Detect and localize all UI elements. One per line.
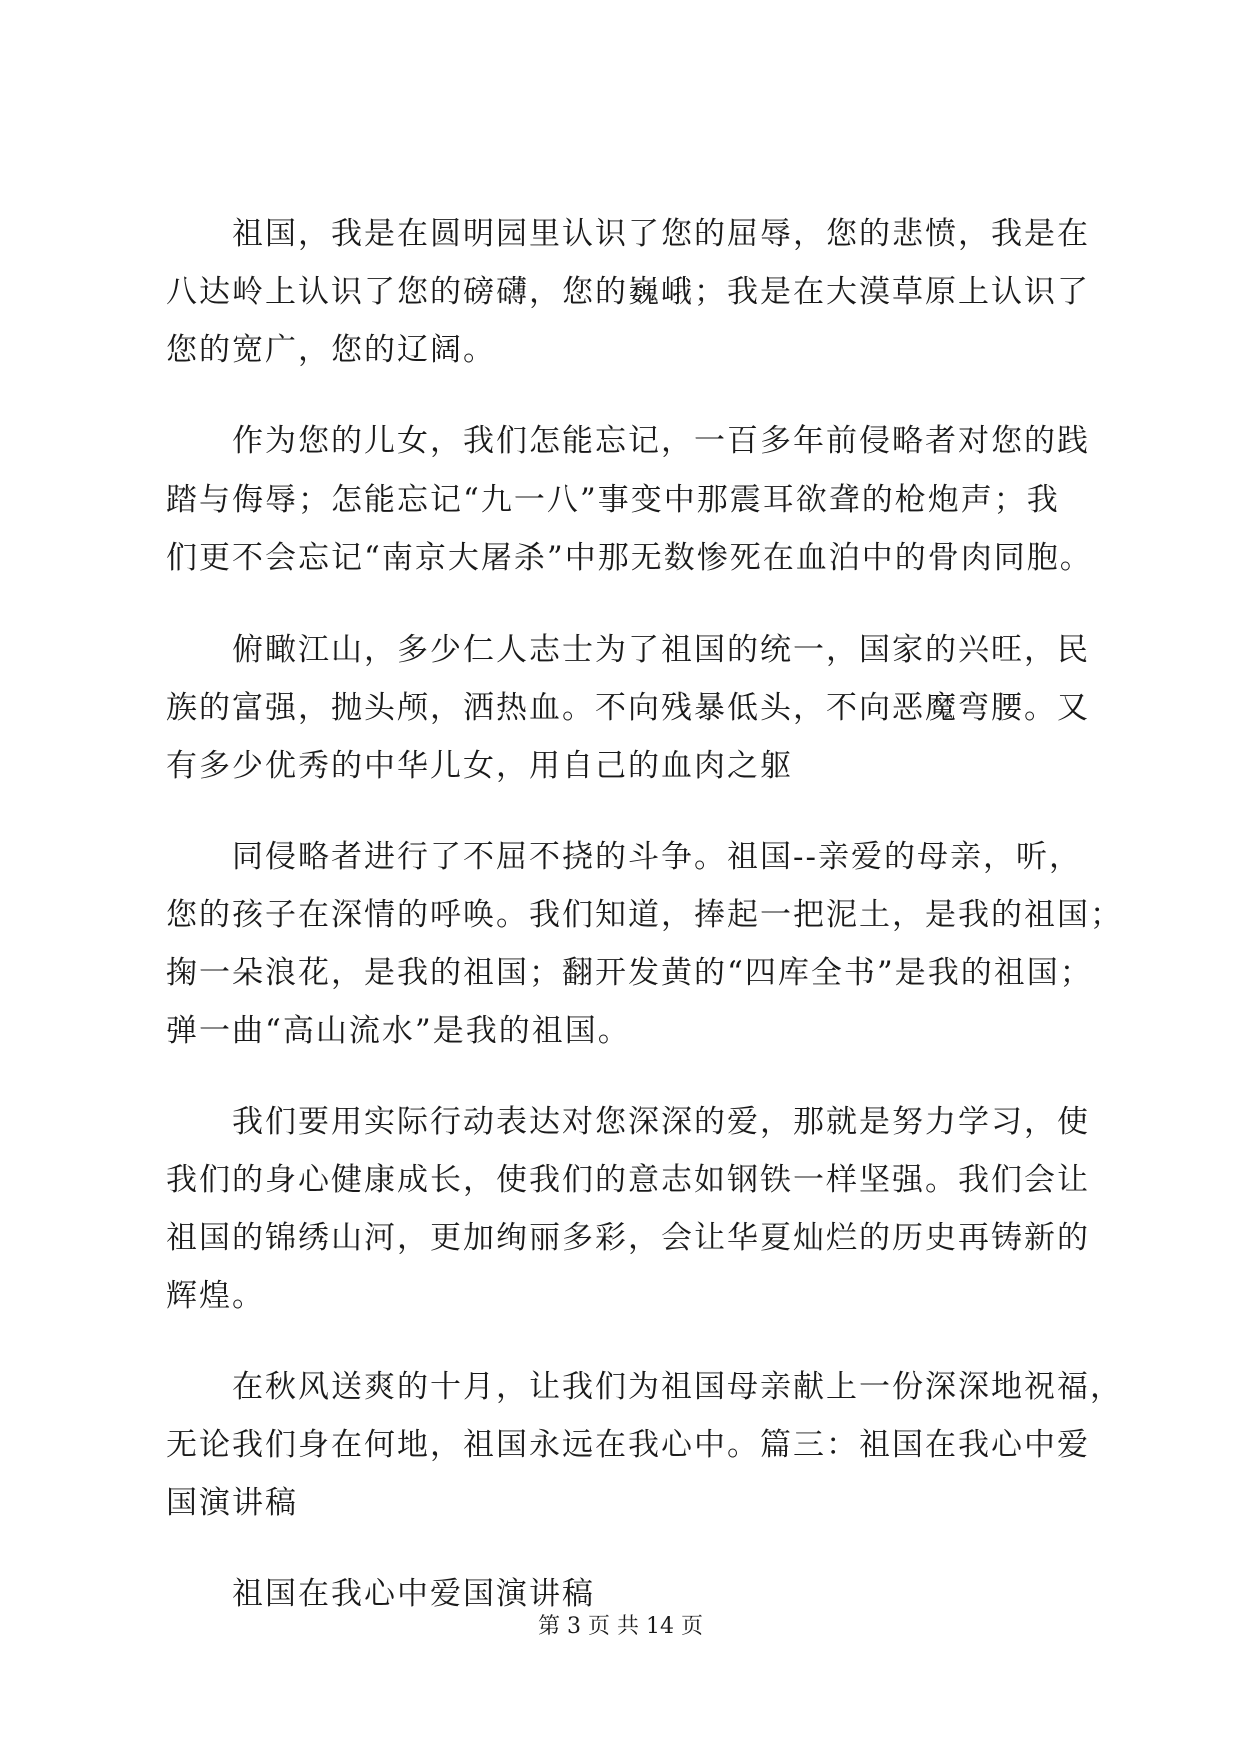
text-line: 祖国，我是在圆明园里认识了您的屈辱，您的悲愤，我是在 xyxy=(166,216,1090,252)
text-line: 作为您的儿女，我们怎能忘记，一百多年前侵略者对您的践 xyxy=(166,423,1090,459)
text-line: 祖国在我心中爱国演讲稿 xyxy=(166,1576,595,1612)
text-line: 您的孩子在深情的呼唤。我们知道，捧起一把泥土，是我的祖国； xyxy=(166,897,1123,933)
text-line: 在秋风送爽的十月，让我们为祖国母亲献上一份深深地祝福， xyxy=(166,1369,1123,1405)
text-line: 我们要用实际行动表达对您深深的爱，那就是努力学习，使 xyxy=(166,1104,1090,1140)
text-line: 有多少优秀的中华儿女，用自己的血肉之躯 xyxy=(166,748,793,784)
page-number: 第 3 页 共 14 页 xyxy=(538,1614,703,1639)
text-line: 们更不会忘记“南京大屠杀”中那无数惨死在血泊中的骨肉同胞。 xyxy=(166,540,1093,576)
text-line: 族的富强，抛头颅，洒热血。不向残暴低头，不向恶魔弯腰。又 xyxy=(166,690,1090,726)
text-line: 掬一朵浪花，是我的祖国；翻开发黄的“四库全书”是我的祖国； xyxy=(166,955,1093,991)
text-line: 弹一曲“高山流水”是我的祖国。 xyxy=(166,1013,631,1049)
text-line: 辉煌。 xyxy=(166,1278,265,1314)
text-line: 您的宽广，您的辽阔。 xyxy=(166,332,496,368)
text-line: 踏与侮辱；怎能忘记“九一八”事变中那震耳欲聋的枪炮声；我 xyxy=(166,482,1060,518)
text-line: 无论我们身在何地，祖国永远在我心中。篇三：祖国在我心中爱 xyxy=(166,1427,1090,1463)
text-line: 俯瞰江山，多少仁人志士为了祖国的统一，国家的兴旺，民 xyxy=(166,632,1090,668)
text-line: 祖国的锦绣山河，更加绚丽多彩，会让华夏灿烂的历史再铸新的 xyxy=(166,1220,1090,1256)
text-line: 我们的身心健康成长，使我们的意志如钢铁一样坚强。我们会让 xyxy=(166,1162,1090,1198)
text-line: 八达岭上认识了您的磅礴，您的巍峨；我是在大漠草原上认识了 xyxy=(166,274,1090,310)
text-line: 同侵略者进行了不屈不挠的斗争。祖国--亲爱的母亲，听， xyxy=(166,839,1082,875)
text-line: 国演讲稿 xyxy=(166,1485,298,1521)
